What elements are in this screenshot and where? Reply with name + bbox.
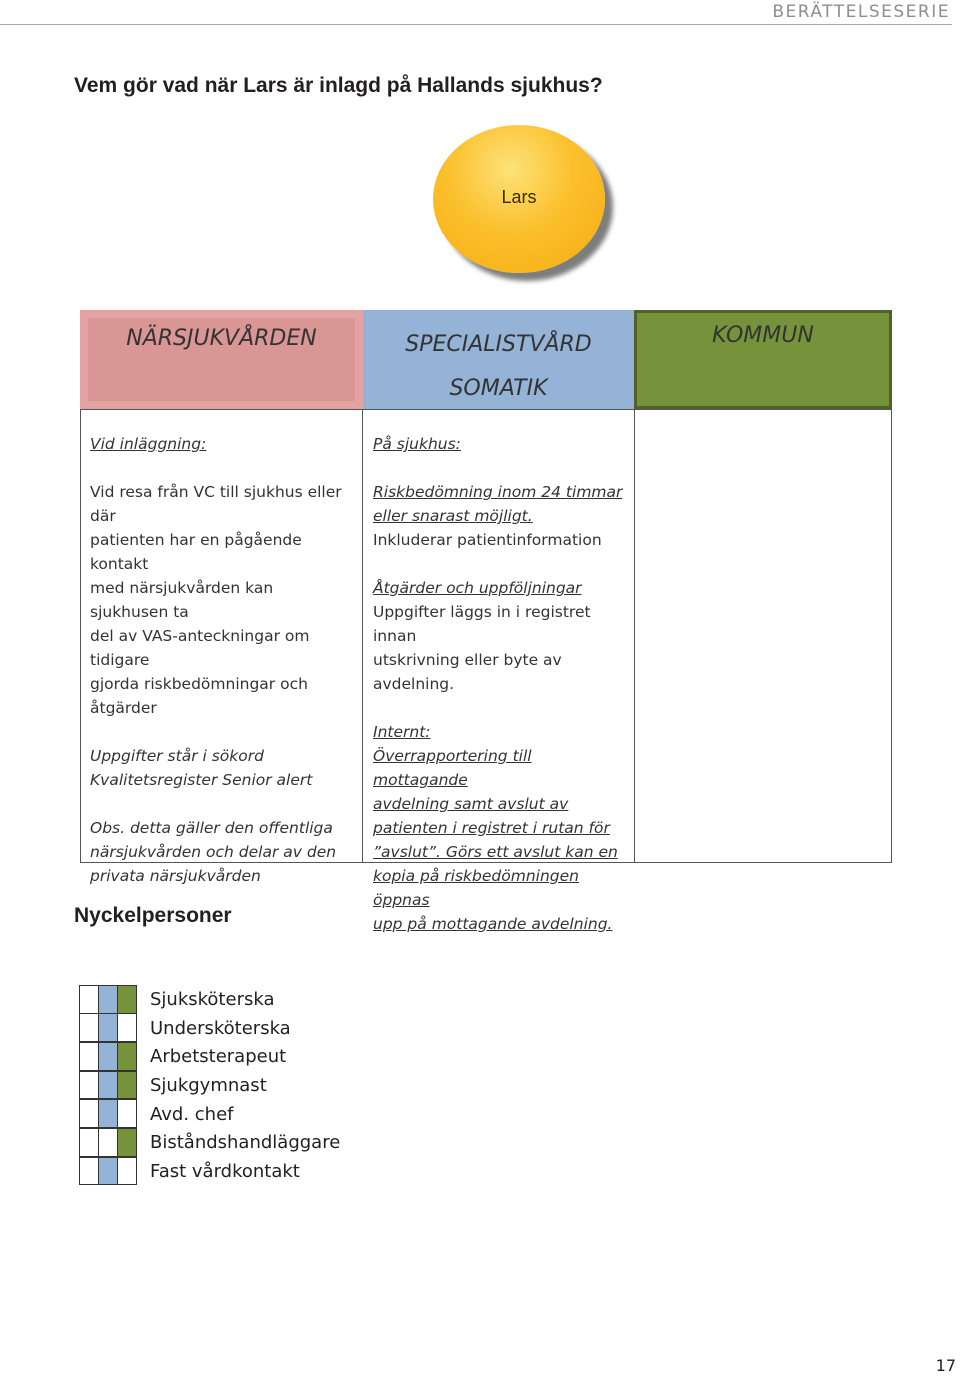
key-person-marker-blue [98, 1071, 118, 1100]
patient-name: Lars [501, 187, 537, 207]
heading-narsjukvarden: NÄRSJUKVÅRDEN [80, 310, 363, 409]
key-person-marker-white [79, 1099, 99, 1128]
key-person-label: Fast vårdkontakt [150, 1160, 300, 1182]
text-line: ”avslut”. Görs ett avslut kan en [373, 843, 618, 861]
page-title: Vem gör vad när Lars är inlagd på Hallands sjukhus? [74, 74, 603, 97]
key-person-marker-white [79, 1013, 99, 1042]
internal-label: Internt: [373, 723, 431, 741]
key-person-label: Avd. chef [150, 1103, 234, 1125]
risk-line-1: Riskbedömning inom 24 timmar [373, 483, 623, 501]
text-line: patienten har en pågående kontakt [90, 531, 302, 573]
patient-bubble [433, 125, 605, 273]
risk-line-3: Inkluderar patientinformation [373, 531, 602, 549]
page-number: 17 [935, 1356, 956, 1375]
text-line: Överrapportering till mottagande [373, 747, 532, 789]
key-person-row [79, 1128, 340, 1157]
top-divider [0, 24, 952, 25]
text-line: Vid resa från VC till sjukhus eller där [90, 483, 342, 525]
text-line: Uppgifter läggs in i registret innan [373, 603, 591, 645]
narsjukvarden-paragraph-1 [90, 480, 356, 720]
key-person-row [79, 985, 340, 1014]
internal-text [373, 744, 628, 936]
text-line: gjorda riskbedömningar och [90, 675, 308, 693]
heading-specialistvard-line-1: SPECIALISTVÅRD [405, 332, 592, 357]
text-line: åtgärder [90, 699, 157, 717]
key-person-row [79, 1042, 340, 1071]
text-line: avdelning samt avslut av [373, 795, 569, 813]
key-person-marker-white [79, 985, 99, 1014]
key-person-marker-white [79, 1157, 99, 1186]
text-line: del av VAS-anteckningar om tidigare [90, 627, 310, 669]
text-line: närsjukvården och delar av den [90, 843, 337, 861]
specialistvard-section-label: På sjukhus: [373, 435, 461, 453]
key-person-marker-blue [98, 1013, 118, 1042]
key-person-marker-blue [98, 1157, 118, 1186]
key-person-marker-white [79, 1071, 99, 1100]
key-person-marker-white [79, 1042, 99, 1071]
key-person-label: Sjuksköterska [150, 988, 275, 1010]
key-person-marker-white [117, 1013, 137, 1042]
key-person-marker-white [117, 1157, 137, 1186]
key-person-marker-blue [98, 985, 118, 1014]
text-line: patienten i registret i rutan för [373, 819, 610, 837]
text-line: Kvalitetsregister Senior alert [90, 771, 313, 789]
key-persons-title: Nyckelpersoner [74, 904, 232, 927]
key-person-marker-white [98, 1128, 118, 1157]
key-person-row [79, 1071, 340, 1100]
heading-specialistvard [363, 310, 634, 409]
narsjukvarden-paragraph-2 [90, 744, 356, 792]
cell-kommun [634, 409, 892, 863]
narsjukvarden-paragraph-3 [90, 816, 356, 888]
key-person-row [79, 1157, 340, 1186]
key-person-marker-blue [98, 1099, 118, 1128]
key-person-marker-green [117, 985, 137, 1014]
text-line: kopia på riskbedömningen öppnas [373, 867, 579, 909]
key-person-row [79, 1014, 340, 1043]
risk-line-2: eller snarast möjligt. [373, 507, 533, 525]
key-person-marker-green [117, 1071, 137, 1100]
key-person-marker-white [117, 1099, 137, 1128]
actions-label: Åtgärder och uppföljningar [373, 579, 582, 597]
key-persons-legend [79, 985, 340, 1186]
key-person-marker-green [117, 1128, 137, 1157]
text-line: privata närsjukvården [90, 867, 261, 885]
key-person-marker-blue [98, 1042, 118, 1071]
text-line: utskrivning eller byte av avdelning. [373, 651, 562, 693]
key-person-row [79, 1100, 340, 1129]
text-line: upp på mottagande avdelning. [373, 915, 613, 933]
actions-text [373, 600, 628, 696]
key-person-label: Sjukgymnast [150, 1074, 267, 1096]
text-line: Uppgifter står i sökord [90, 747, 264, 765]
key-person-label: Biståndshandläggare [150, 1132, 341, 1154]
key-person-marker-green [117, 1042, 137, 1071]
cell-specialistvard [362, 409, 635, 933]
heading-kommun: KOMMUN [634, 310, 892, 409]
text-line: med närsjukvården kan sjukhusen ta [90, 579, 274, 621]
key-person-label: Undersköterska [150, 1017, 291, 1039]
narsjukvarden-section-label: Vid inläggning: [90, 435, 207, 453]
key-person-label: Arbetsterapeut [150, 1046, 287, 1068]
key-person-marker-white [79, 1128, 99, 1157]
cell-narsjukvarden [80, 409, 363, 885]
heading-specialistvard-line-2: SOMATIK [449, 376, 548, 401]
text-line: Obs. detta gäller den offentliga [90, 819, 333, 837]
series-label: BERÄTTELSESERIE [772, 2, 950, 22]
